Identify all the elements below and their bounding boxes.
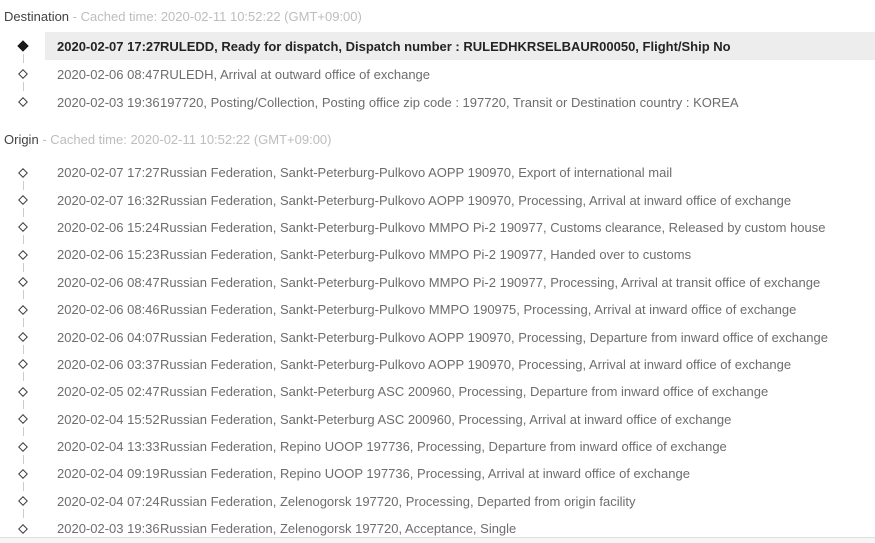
timeline-event-row (0, 88, 875, 116)
event-content (45, 186, 875, 213)
event-content (45, 351, 875, 378)
event-date: 2020-02-06 03:37 (57, 356, 160, 372)
section-title: Destination (4, 9, 70, 24)
event-content (45, 269, 875, 296)
timeline-diamond-icon (18, 69, 28, 79)
event-description: Russian Federation, Sankt-Peterburg-Pulkovo AOPP 190970, Processing, Arrival at inward office of exchange (160, 356, 792, 372)
event-date: 2020-02-07 16:32 (57, 192, 160, 208)
event-description: Russian Federation, Sankt-Peterburg-Pulkovo MMPO Pi-2 190977, Processing, Arrival at transit office of exchange (160, 274, 821, 290)
timeline-diamond-icon (18, 195, 28, 205)
event-date: 2020-02-07 17:27 (57, 165, 160, 181)
section-title: Origin (4, 132, 39, 147)
timeline-marker-column (0, 323, 45, 350)
timeline-marker-column (0, 60, 45, 88)
timeline-diamond-icon (18, 250, 28, 260)
timeline-diamond-icon (18, 442, 28, 452)
event-description: 197720, Posting/Collection, Posting office zip code : 197720, Transit or Destination country : KOREA (160, 94, 739, 110)
event-list (0, 159, 875, 537)
event-content (45, 32, 875, 60)
event-content (45, 515, 875, 537)
event-content (45, 88, 875, 116)
timeline-diamond-icon (18, 359, 28, 369)
timeline-event-row (0, 515, 875, 537)
event-content (45, 159, 875, 186)
timeline-event-row (0, 159, 875, 186)
timeline-diamond-icon (18, 496, 28, 506)
timeline-diamond-icon (18, 414, 28, 424)
timeline-marker-column (0, 186, 45, 213)
timeline-event-row (0, 296, 875, 323)
timeline-marker-column (0, 515, 45, 537)
event-description: Russian Federation, Sankt-Peterburg-Pulkovo MMPO Pi-2 190977, Customs clearance, Released by custom house (160, 219, 826, 235)
event-content (45, 323, 875, 350)
timeline-marker-column (0, 460, 45, 487)
event-description: RULEDH, Arrival at outward office of exchange (160, 66, 431, 82)
timeline-marker-column (0, 88, 45, 116)
timeline-event-row (0, 214, 875, 241)
event-date: 2020-02-04 13:33 (57, 439, 160, 455)
event-date: 2020-02-06 15:23 (57, 247, 160, 263)
event-description: Russian Federation, Zelenogorsk 197720, Acceptance, Single (160, 521, 517, 537)
event-description: Russian Federation, Sankt-Peterburg-Pulkovo MMPO Pi-2 190977, Handed over to customs (160, 247, 692, 263)
event-description: Russian Federation, Sankt-Peterburg-Pulkovo AOPP 190970, Processing, Arrival at inward office of exchange (160, 192, 792, 208)
timeline-diamond-icon (18, 223, 28, 233)
event-description: Russian Federation, Zelenogorsk 197720, Processing, Departed from origin facility (160, 493, 636, 509)
event-date: 2020-02-06 04:07 (57, 329, 160, 345)
event-content (45, 433, 875, 460)
event-date: 2020-02-04 09:19 (57, 466, 160, 482)
timeline-event-row (0, 406, 875, 433)
timeline-event-row (0, 60, 875, 88)
event-content (45, 406, 875, 433)
event-content (45, 60, 875, 88)
event-content (45, 296, 875, 323)
timeline-event-row (0, 323, 875, 350)
timeline-event-row (0, 433, 875, 460)
event-date: 2020-02-06 08:46 (57, 302, 160, 318)
timeline-diamond-icon (18, 97, 28, 107)
event-description: Russian Federation, Repino UOOP 197736, Processing, Departure from inward office of exchange (160, 439, 727, 455)
section-header (0, 0, 875, 32)
event-date: 2020-02-04 07:24 (57, 493, 160, 509)
event-description: Russian Federation, Sankt-Peterburg ASC 200960, Processing, Arrival at inward office of exchange (160, 411, 732, 427)
timeline-diamond-icon (18, 277, 28, 287)
event-content (45, 241, 875, 268)
timeline-marker-column (0, 406, 45, 433)
timeline-marker-column (0, 488, 45, 515)
timeline-event-row (0, 460, 875, 487)
event-date: 2020-02-07 17:27 (57, 38, 161, 54)
timeline-marker-column (0, 241, 45, 268)
timeline-diamond-icon (18, 168, 28, 178)
timeline-event-row (0, 241, 875, 268)
timeline-diamond-icon (18, 332, 28, 342)
event-description: Russian Federation, Sankt-Peterburg ASC 200960, Processing, Departure from inward office of exchange (160, 384, 769, 400)
section-cached-time: - Cached time: 2020-02-11 10:52:22 (GMT+09:00) (72, 9, 362, 24)
timeline-marker-column (0, 32, 45, 60)
timeline-marker-column (0, 269, 45, 296)
timeline-section (0, 0, 875, 116)
timeline-marker-column (0, 433, 45, 460)
timeline-diamond-icon (18, 524, 28, 534)
event-content (45, 460, 875, 487)
timeline-diamond-icon (18, 469, 28, 479)
timeline-marker-column (0, 351, 45, 378)
timeline-marker-column (0, 296, 45, 323)
timeline-diamond-icon (17, 40, 28, 51)
event-description: RULEDD, Ready for dispatch, Dispatch number : RULEDHKRSELBAUR00050, Flight/Ship No (160, 38, 731, 54)
event-date: 2020-02-03 19:36 (57, 521, 160, 537)
timeline-diamond-icon (18, 305, 28, 315)
event-description: Russian Federation, Sankt-Peterburg-Pulkovo AOPP 190970, Export of international mail (160, 165, 673, 181)
event-description: Russian Federation, Repino UOOP 197736, Processing, Arrival at inward office of exchange (160, 466, 690, 482)
timeline-section (0, 116, 875, 537)
timeline-event-row (0, 32, 875, 60)
timeline-event-row (0, 378, 875, 405)
horizontal-scrollbar-track[interactable] (0, 537, 875, 543)
timeline-marker-column (0, 378, 45, 405)
timeline-event-row (0, 351, 875, 378)
event-list (0, 32, 875, 116)
timeline-marker-column (0, 214, 45, 241)
event-date: 2020-02-06 08:47 (57, 66, 160, 82)
event-date: 2020-02-06 08:47 (57, 274, 160, 290)
section-header (0, 116, 875, 159)
timeline-event-row (0, 269, 875, 296)
timeline-diamond-icon (18, 387, 28, 397)
event-content (45, 378, 875, 405)
timeline-event-row (0, 488, 875, 515)
timeline-marker-column (0, 159, 45, 186)
event-date: 2020-02-04 15:52 (57, 411, 160, 427)
timeline-event-row (0, 186, 875, 213)
event-description: Russian Federation, Sankt-Peterburg-Pulkovo MMPO 190975, Processing, Arrival at inward office of exchange (160, 302, 797, 318)
event-content (45, 214, 875, 241)
event-date: 2020-02-03 19:36 (57, 94, 160, 110)
event-description: Russian Federation, Sankt-Peterburg-Pulkovo AOPP 190970, Processing, Departure from inward office of exchange (160, 329, 828, 345)
section-cached-time: - Cached time: 2020-02-11 10:52:22 (GMT+09:00) (42, 132, 332, 147)
event-date: 2020-02-06 15:24 (57, 219, 160, 235)
event-date: 2020-02-05 02:47 (57, 384, 160, 400)
event-content (45, 488, 875, 515)
